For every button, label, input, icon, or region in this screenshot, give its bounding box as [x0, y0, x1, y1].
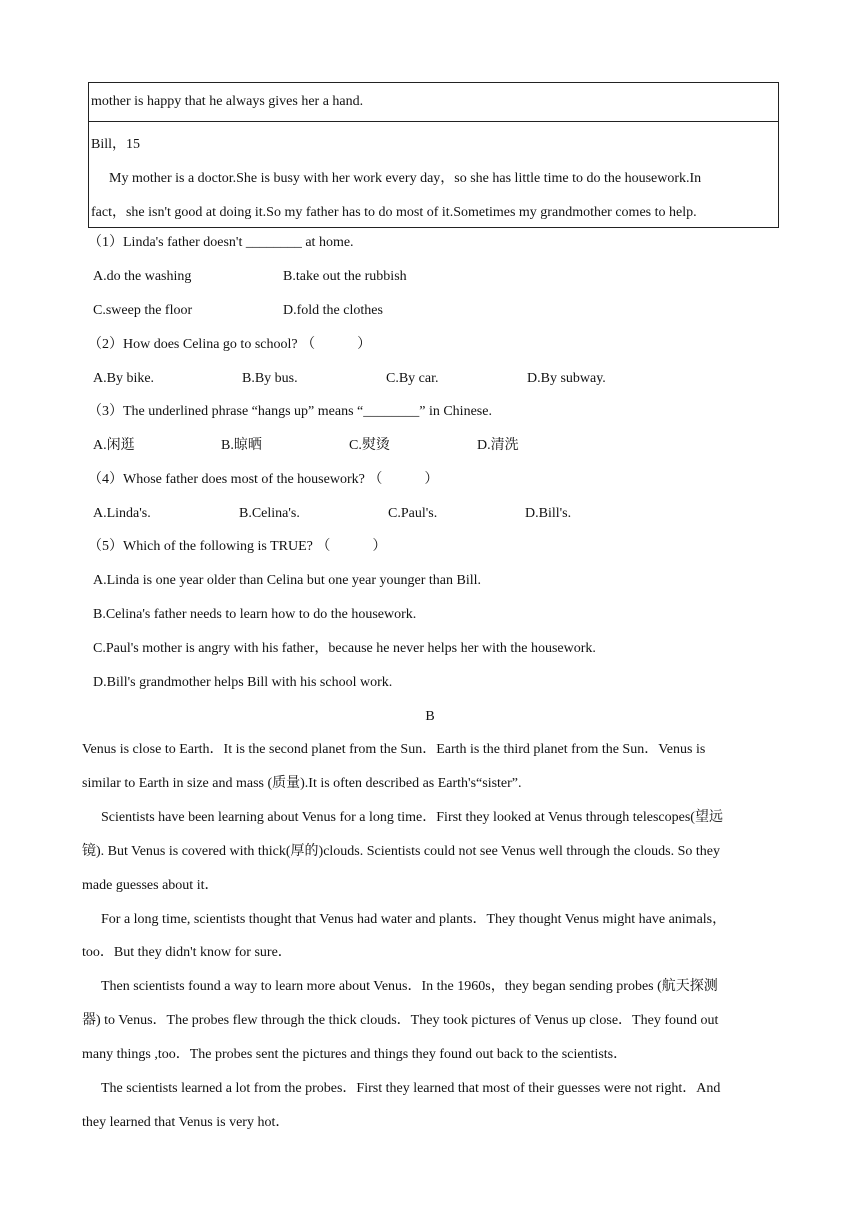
- person-name: Bill，15: [91, 137, 141, 152]
- passage-line: Venus is close to Earth．It is the second planet from the Sun．Earth is the third planet from the Sun．Venus is: [82, 742, 706, 757]
- question-4-option-a[interactable]: A.Linda's.: [93, 506, 151, 521]
- table-cell-text: fact，she isn't good at doing it.So my father has to do most of it.Sometimes my grandmother comes to help.: [91, 205, 697, 220]
- passage-line: The scientists learned a lot from the probes．First they learned that most of their guesses were not right．And: [101, 1081, 721, 1096]
- question-5-option-a[interactable]: A.Linda is one year older than Celina but one year younger than Bill.: [93, 573, 482, 588]
- question-4-stem: （4）Whose father does most of the housework? （ ）: [88, 472, 439, 487]
- passage-line: they learned that Venus is very hot．: [82, 1115, 290, 1130]
- question-1-option-a[interactable]: A.do the washing: [93, 269, 192, 284]
- question-1-option-b[interactable]: B.take out the rubbish: [283, 269, 407, 284]
- question-3-option-b[interactable]: B.晾晒: [221, 438, 262, 453]
- passage-line: many things ,too．The probes sent the pictures and things they found out back to the scientists．: [82, 1047, 628, 1062]
- passage-line: similar to Earth in size and mass (质量).It is often described as Earth's“sister”.: [82, 776, 522, 791]
- question-2-option-d[interactable]: D.By subway.: [527, 371, 606, 386]
- question-5-option-b[interactable]: B.Celina's father needs to learn how to do the housework.: [93, 607, 417, 622]
- question-3-stem: （3）The underlined phrase “hangs up” means “________” in Chinese.: [88, 404, 492, 419]
- question-5-option-c[interactable]: C.Paul's mother is angry with his father，because he never helps her with the housework.: [93, 641, 596, 656]
- question-3-option-c[interactable]: C.熨烫: [349, 438, 390, 453]
- question-4-option-b[interactable]: B.Celina's.: [239, 506, 300, 521]
- passage-line: 镜). But Venus is covered with thick(厚的)clouds. Scientists could not see Venus well through the clouds. So they: [82, 844, 720, 859]
- question-2-option-a[interactable]: A.By bike.: [93, 371, 155, 386]
- question-4-option-c[interactable]: C.Paul's.: [388, 506, 438, 521]
- question-1-stem: （1）Linda's father doesn't ________ at home.: [88, 235, 354, 250]
- question-2-stem: （2）How does Celina go to school? （ ）: [88, 337, 372, 352]
- passage-line: Scientists have been learning about Venus for a long time．First they looked at Venus through telescopes(望远: [101, 810, 723, 825]
- question-3-option-d[interactable]: D.清洗: [477, 438, 519, 453]
- question-1-option-c[interactable]: C.sweep the floor: [93, 303, 193, 318]
- info-table: [88, 82, 779, 228]
- passage-line: For a long time, scientists thought that Venus had water and plants．They thought Venus might have animals，: [101, 912, 727, 927]
- section-b-heading: B: [425, 709, 435, 724]
- table-row: [89, 122, 778, 227]
- passage-line: Then scientists found a way to learn more about Venus．In the 1960s，they began sending probes (航天探测: [101, 979, 718, 994]
- passage-line: 器) to Venus．The probes flew through the thick clouds．They took pictures of Venus up close．They found out: [82, 1013, 719, 1028]
- question-4-option-d[interactable]: D.Bill's.: [525, 506, 572, 521]
- question-2-option-b[interactable]: B.By bus.: [242, 371, 298, 386]
- question-5-option-d[interactable]: D.Bill's grandmother helps Bill with his school work.: [93, 675, 393, 690]
- question-5-stem: （5）Which of the following is TRUE? （ ）: [88, 539, 387, 554]
- question-3-option-a[interactable]: A.闲逛: [93, 438, 135, 453]
- table-row: [89, 83, 778, 122]
- table-cell-text: mother is happy that he always gives her a hand.: [91, 94, 364, 109]
- table-cell-text: My mother is a doctor.She is busy with her work every day，so she has little time to do the housework.In: [109, 171, 702, 186]
- passage-line: too．But they didn't know for sure．: [82, 945, 292, 960]
- question-2-option-c[interactable]: C.By car.: [386, 371, 439, 386]
- passage-line: made guesses about it．: [82, 878, 219, 893]
- question-1-option-d[interactable]: D.fold the clothes: [283, 303, 383, 318]
